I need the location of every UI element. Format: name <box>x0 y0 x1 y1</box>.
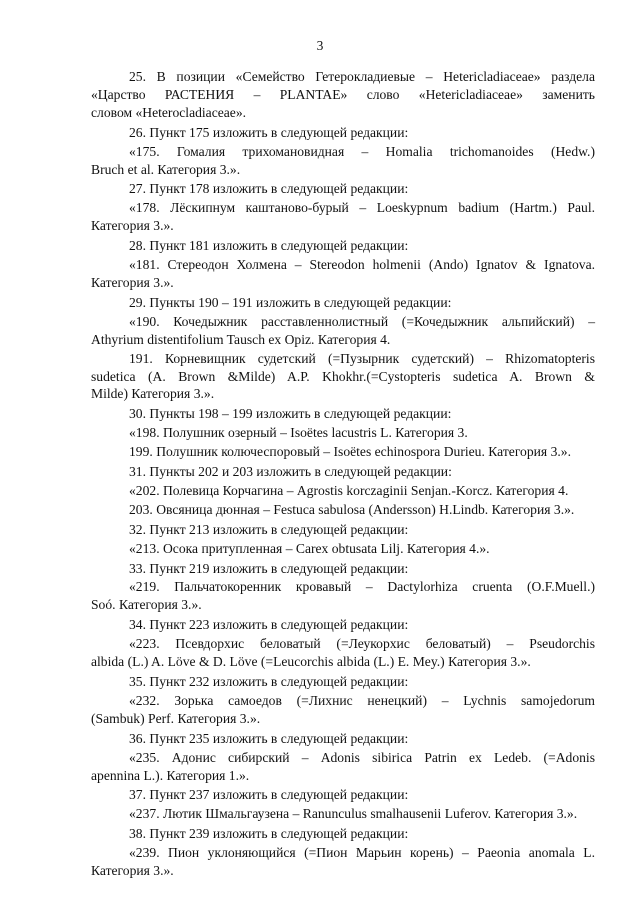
entry-175-line-2: Bruch et al. Категория 3.». <box>91 161 241 177</box>
entry-190-line-1: «190. Кочедыжник расставленнолистный (=Кочедыжник альпийский) – <box>129 313 595 329</box>
entry-190-line-2: Athyrium distentifolium Tausch ex Opiz. Категория 4. <box>91 331 391 347</box>
item-27-heading: 27. Пункт 178 изложить в следующей редакции: <box>129 181 409 197</box>
entry-198: «198. Полушник озерный – Isoëtes lacustris L. Категория 3. <box>129 425 468 441</box>
entry-213: «213. Осока притупленная – Carex obtusata Lilj. Категория 4.». <box>129 540 490 556</box>
document-body <box>91 68 595 880</box>
item-34-heading: 34. Пункт 223 изложить в следующей редакции: <box>129 617 409 633</box>
item-26-heading: 26. Пункт 175 изложить в следующей редакции: <box>129 124 409 140</box>
entry-181-line-2: Категория 3.». <box>91 274 174 290</box>
entry-219-line-2: Soó. Категория 3.». <box>91 597 202 613</box>
item-38-heading: 38. Пункт 239 изложить в следующей редакции: <box>129 826 409 842</box>
entry-178-line-2: Категория 3.». <box>91 218 174 234</box>
entry-223-line-1: «223. Псевдорхис беловатый (=Леукорхис беловатый) – Pseudorchis <box>129 636 595 652</box>
entry-239-line-2: Категория 3.». <box>91 863 174 879</box>
entry-181-line-1: «181. Стереодон Холмена – Stereodon holmenii (Ando) Ignatov & Ignatova. <box>129 257 595 273</box>
entry-235-line-1: «235. Адонис сибирский – Adonis sibirica Patrin ex Ledeb. (=Adonis <box>129 749 595 765</box>
item-25-line-2: «Царство РАСТЕНИЯ – PLANTAE» слово «Hetericladiaceae» заменить <box>91 86 595 102</box>
entry-223-line-2: albida (L.) A. Löve & D. Löve (=Leucorchis albida (L.) E. Mey.) Категория 3.». <box>91 654 531 670</box>
item-28-heading: 28. Пункт 181 изложить в следующей редакции: <box>129 238 409 254</box>
entry-232-line-1: «232. Зорька самоедов (=Лихнис ненецкий) – Lychnis samojedorum <box>129 692 595 708</box>
entry-199: 199. Полушник колючеспоровый – Isoëtes echinospora Durieu. Категория 3.». <box>129 444 571 460</box>
item-30-heading: 30. Пункты 198 – 199 изложить в следующей редакции: <box>129 406 452 422</box>
page-number: 3 <box>316 38 324 53</box>
item-31-heading: 31. Пункты 202 и 203 изложить в следующей редакции: <box>129 464 452 480</box>
entry-191-line-3: Milde) Категория 3.». <box>91 386 215 402</box>
entry-235-line-2: apennina L.). Категория 1.». <box>91 767 250 783</box>
item-37-heading: 37. Пункт 237 изложить в следующей редакции: <box>129 787 409 803</box>
entry-178-line-1: «178. Лёскипнум каштаново-бурый – Loeskypnum badium (Hartm.) Paul. <box>129 200 595 216</box>
item-32-heading: 32. Пункт 213 изложить в следующей редакции: <box>129 521 409 537</box>
item-36-heading: 36. Пункт 235 изложить в следующей редакции: <box>129 730 409 746</box>
entry-232-line-2: (Sambuk) Perf. Категория 3.». <box>91 710 261 726</box>
item-33-heading: 33. Пункт 219 изложить в следующей редакции: <box>129 560 409 576</box>
entry-219-line-1: «219. Пальчатокоренник кровавый – Dactylorhiza cruenta (O.F.Muell.) <box>129 579 595 595</box>
entry-202: «202. Полевица Корчагина – Agrostis korczaginii Senjan.-Korcz. Категория 4. <box>129 482 569 498</box>
entry-175-line-1: «175. Гомалия трихомановидная – Homalia trichomanoides (Hedw.) <box>129 143 595 159</box>
item-25-line-3: словом «Heterocladiaceae». <box>91 104 247 120</box>
entry-237: «237. Лютик Шмальгаузена – Ranunculus smalhausenii Luferov. Категория 3.». <box>129 806 578 822</box>
entry-191-line-1: 191. Корневищник судетский (=Пузырник судетский) – Rhizomatopteris <box>129 350 595 366</box>
entry-239-line-1: «239. Пион уклоняющийся (=Пион Марьин корень) – Paeonia anomala L. <box>129 845 595 861</box>
item-35-heading: 35. Пункт 232 изложить в следующей редакции: <box>129 674 409 689</box>
entry-203: 203. Овсяница дюнная – Festuca sabulosa (Andersson) H.Lindb. Категория 3.». <box>129 501 575 517</box>
item-25-line-1: 25. В позиции «Семейство Гетерокладиевые – Hetericladiaceae» раздела <box>129 69 595 84</box>
entry-191-line-2: sudetica (A. Brown &Milde) A.P. Khokhr.(=Cystopteris sudetica A. Brown & <box>91 368 595 384</box>
item-29-heading: 29. Пункты 190 – 191 изложить в следующей редакции: <box>129 294 452 310</box>
